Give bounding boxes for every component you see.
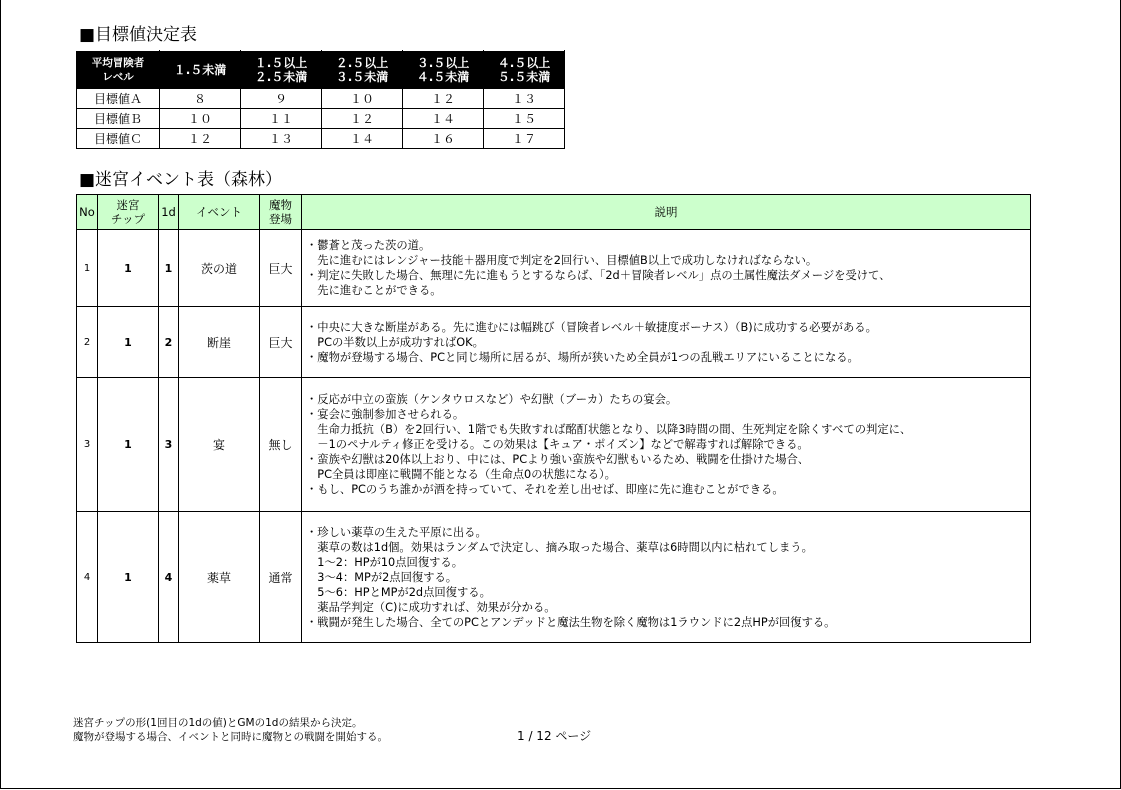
description-line: PC全員は即座に戦闘不能となる（生命点0の状態になる）。 [306, 468, 616, 481]
table-row [77, 230, 1031, 307]
header-col [322, 51, 403, 89]
cell-monster: 巨大 [260, 307, 302, 378]
header-label: １.５未満 [173, 62, 227, 77]
table-cell: １４ [403, 109, 484, 129]
table-cell: １５ [484, 109, 565, 129]
table-cell: ８ [160, 89, 241, 109]
header-label: ３.５以上 ４.５未満 [416, 55, 470, 84]
page-number: 1 / 12 ページ [517, 729, 592, 743]
header-description [302, 195, 1031, 230]
header-label: 説明 [654, 205, 678, 219]
cell-d: 2 [159, 307, 179, 378]
header-col [484, 51, 565, 89]
header-col [160, 51, 241, 89]
header-col [241, 51, 322, 89]
table-cell: １２ [160, 129, 241, 149]
cell-chip: 1 [98, 307, 159, 378]
header-label: １.５以上 ２.５未満 [254, 55, 308, 84]
cell-description [302, 230, 1031, 307]
table-cell: ９ [241, 89, 322, 109]
table-cell: １１ [241, 109, 322, 129]
row-label: 目標値Ａ [77, 89, 160, 109]
header-monster [260, 195, 302, 230]
cell-event: 茨の道 [179, 230, 260, 307]
row-label: 目標値Ｂ [77, 109, 160, 129]
target-table-heading: ■目標値決定表 [79, 25, 198, 45]
cell-no: 4 [77, 512, 98, 643]
description-line: ・宴会に強制参加させられる。 [306, 408, 465, 421]
description-line: ・判定に失敗した場合、無理に先に進もうとするならば、「2d＋冒険者レベル」点の土属性魔法ダメージを受けて、 [306, 269, 891, 282]
table-row [77, 109, 565, 129]
table-row [77, 307, 1031, 378]
description-line: ・もし、PCのうち誰かが酒を持っていて、それを差し出せば、即座に先に進むことができる。 [306, 483, 784, 496]
description-line: －1のペナルティ修正を受ける。この効果は【キュア・ポイズン】などで解毒すれば解除できる。 [306, 438, 809, 451]
header-no [77, 195, 98, 230]
description-line: ・珍しい薬草の生えた平原に出る。 [306, 525, 487, 539]
cell-chip: 1 [98, 230, 159, 307]
header-event [179, 195, 260, 230]
target-value-table [76, 50, 565, 149]
cell-description [302, 378, 1031, 512]
description-line: ・魔物が登場する場合、PCと同じ場所に居るが、場所が狭いため全員が1つの乱戦エリアにいることになる。 [306, 350, 859, 364]
description-line: 先に進むにはレンジャー技能＋器用度で判定を2回行い、目標値B以上で成功しなければならない。 [306, 254, 818, 267]
cell-chip: 1 [98, 512, 159, 643]
header-d [159, 195, 179, 230]
description-line: PCの半数以上が成功すればOK。 [306, 335, 484, 349]
table-row [77, 378, 1031, 512]
table-cell: １０ [160, 109, 241, 129]
cell-no: 2 [77, 307, 98, 378]
header-label: イベント [196, 205, 242, 219]
table-cell: １６ [403, 129, 484, 149]
header-label: 平均冒険者 レベル [91, 56, 145, 83]
cell-event: 宴 [179, 378, 260, 512]
cell-description [302, 512, 1031, 643]
header-label: ４.５以上 ５.５未満 [497, 55, 551, 84]
cell-d: 1 [159, 230, 179, 307]
header-chip [98, 195, 159, 230]
table-cell: １７ [484, 129, 565, 149]
description-line: 1～2：HPが10点回復する。 [306, 555, 464, 569]
cell-event: 薬草 [179, 512, 260, 643]
event-table-heading: ■迷宮イベント表（森林） [79, 170, 283, 190]
row-label: 目標値Ｃ [77, 129, 160, 149]
description-line: 薬品学判定（C)に成功すれば、効果が分かる。 [306, 600, 556, 614]
cell-monster: 通常 [260, 512, 302, 643]
description-line: ・反応が中立の蛮族（ケンタウロスなど）や幻獣（ブーカ）たちの宴会。 [306, 393, 678, 406]
cell-description [302, 307, 1031, 378]
cell-monster: 無し [260, 378, 302, 512]
description-line: 先に進むことができる。 [306, 284, 442, 297]
table-header-row [77, 51, 565, 89]
cell-no: 1 [77, 230, 98, 307]
footer-note: 迷宮チップの形(1回目の1dの値)とGMの1dの結果から決定。 [73, 717, 363, 729]
cell-chip: 1 [98, 378, 159, 512]
table-row [77, 512, 1031, 643]
table-header-row [77, 195, 1031, 230]
description-line: ・中央に大きな断崖がある。先に進むには幅跳び（冒険者レベル＋敏捷度ボーナス）（B)に成功する必要がある。 [306, 320, 877, 334]
cell-event: 断崖 [179, 307, 260, 378]
table-row [77, 129, 565, 149]
cell-no: 3 [77, 378, 98, 512]
footer-note: 魔物が登場する場合、イベントと同時に魔物との戦闘を開始する。 [73, 731, 388, 743]
table-cell: １３ [241, 129, 322, 149]
cell-d: 4 [159, 512, 179, 643]
table-cell: １２ [403, 89, 484, 109]
description-line: ・鬱蒼と茂った茨の道。 [306, 239, 431, 252]
labyrinth-event-table [76, 194, 1031, 643]
cell-d: 3 [159, 378, 179, 512]
header-label: No [79, 205, 95, 219]
header-label: 迷宮 チップ [110, 198, 146, 226]
description-line: 5～6：HPとMPが2d点回復する。 [306, 585, 491, 599]
table-cell: １３ [484, 89, 565, 109]
table-cell: １０ [322, 89, 403, 109]
description-line: ・蛮族や幻獣は20体以上おり、中には、PCより強い蛮族や幻獣もいるため、戦闘を仕掛けた場合、 [306, 453, 810, 466]
description-line: 生命力抵抗（B）を2回行い、1階でも失敗すれば酩酊状態となり、以降3時間の間、生死判定を除くすべての判定に、 [306, 423, 912, 436]
header-avg-level [77, 51, 160, 89]
table-row [77, 89, 565, 109]
header-label: ２.５以上 ３.５未満 [335, 55, 389, 84]
header-col [403, 51, 484, 89]
table-cell: １２ [322, 109, 403, 129]
description-line: 薬草の数は1d個。効果はランダムで決定し、摘み取った場合、薬草は6時間以内に枯れてしまう。 [306, 540, 813, 554]
description-line: ・戦闘が発生した場合、全てのPCとアンデッドと魔法生物を除く魔物は1ラウンドに2点HPが回復する。 [306, 615, 836, 629]
header-label: 魔物 登場 [269, 198, 292, 226]
header-label: 1d [161, 205, 176, 219]
table-cell: １４ [322, 129, 403, 149]
cell-monster: 巨大 [260, 230, 302, 307]
description-line: 3～4：MPが2点回復する。 [306, 570, 458, 584]
